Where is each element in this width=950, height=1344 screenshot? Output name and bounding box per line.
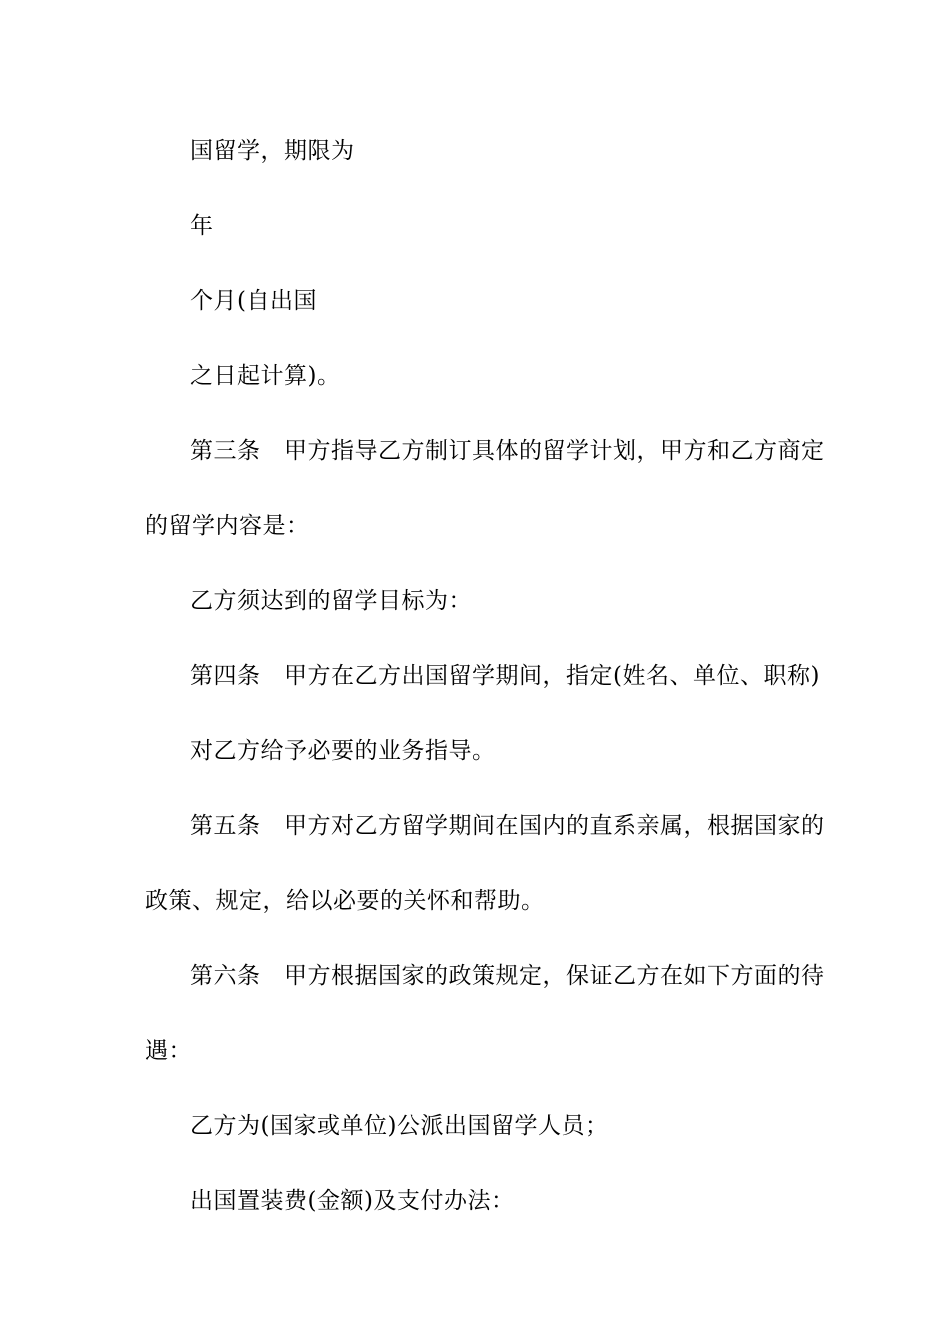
text-line-year: 年 (190, 213, 214, 239)
article-4-heading-line: 第四条 甲方在乙方出国留学期间，指定(姓名、单位、职称) (190, 663, 820, 689)
public-funded-status-line: 乙方为(国家或单位)公派出国留学人员； (190, 1113, 609, 1139)
text-line-months: 个月(自出国 (190, 288, 317, 314)
article-6-heading-line: 第六条 甲方根据国家的政策规定，保证乙方在如下方面的待 (190, 963, 825, 989)
article-3-continuation: 的留学内容是： (145, 513, 310, 539)
outfit-allowance-line: 出国置装费(金额)及支付办法： (190, 1188, 515, 1214)
text-line-study-abroad-period: 国留学，期限为 (190, 138, 355, 164)
article-4-continuation: 对乙方给予必要的业务指导。 (190, 738, 496, 764)
text-line-calculation-start: 之日起计算)。 (190, 363, 341, 389)
study-goal-line: 乙方须达到的留学目标为： (190, 588, 472, 614)
article-5-heading-line: 第五条 甲方对乙方留学期间在国内的直系亲属，根据国家的 (190, 813, 825, 839)
article-3-heading-line: 第三条 甲方指导乙方制订具体的留学计划，甲方和乙方商定 (190, 438, 825, 464)
article-5-continuation: 政策、规定，给以必要的关怀和帮助。 (145, 888, 545, 914)
article-6-continuation: 遇： (145, 1038, 192, 1064)
